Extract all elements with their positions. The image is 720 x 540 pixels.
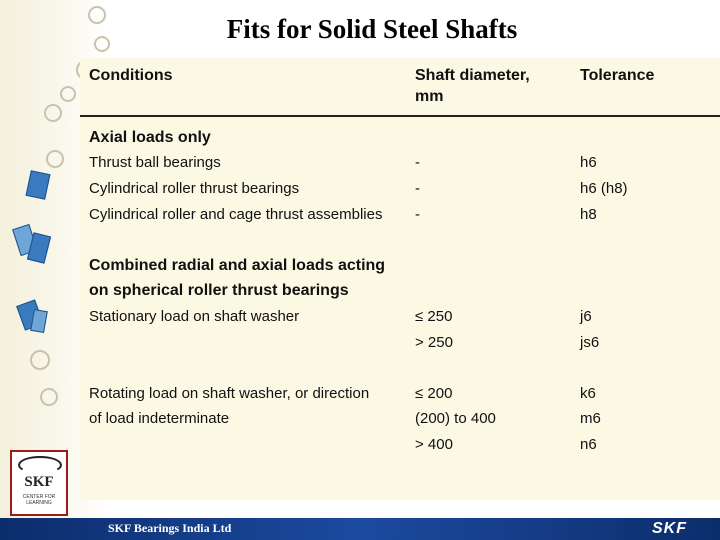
- column-header-tolerance: Tolerance: [580, 67, 655, 84]
- header-divider: [80, 115, 720, 117]
- group-title-axial-loads: Axial loads only: [89, 129, 211, 146]
- logo-swoosh-icon: [18, 456, 62, 474]
- table-row-tolerance: m6: [580, 410, 601, 427]
- table-row-condition: Cylindrical roller and cage thrust assemblies: [89, 206, 383, 223]
- footer-company: SKF Bearings India Ltd: [108, 521, 232, 535]
- group-title-combined-loads-line2: on spherical roller thrust bearings: [89, 282, 349, 299]
- group-title-combined-loads: Combined radial and axial loads acting: [89, 257, 386, 274]
- table-row-condition: Rotating load on shaft washer, or direction: [89, 385, 370, 402]
- table-row-tolerance: n6: [580, 436, 597, 453]
- decorative-square: [30, 309, 48, 333]
- table-row-diameter: -: [415, 154, 420, 171]
- table-row-diameter: > 400: [415, 436, 453, 453]
- column-header-conditions: Conditions: [89, 67, 173, 84]
- column-header-shaft-diameter-unit: mm: [415, 88, 444, 105]
- table-row-tolerance: js6: [580, 334, 600, 351]
- column-header-shaft-diameter: Shaft diameter,: [415, 67, 530, 84]
- table-row-diameter: -: [415, 206, 420, 223]
- decorative-ring: [60, 86, 76, 102]
- logo-text: SKF: [24, 474, 54, 490]
- table-row-condition-line2: of load indeterminate: [89, 410, 230, 427]
- table-row-tolerance: k6: [580, 385, 596, 402]
- logo-subtitle: CENTER FOR LEARNING: [22, 494, 56, 506]
- table-row-tolerance: j6: [580, 308, 592, 325]
- table-row-diameter: ≤ 200: [415, 385, 453, 402]
- decorative-square: [26, 170, 51, 200]
- table-row-condition: Cylindrical roller thrust bearings: [89, 180, 300, 197]
- fits-table: [80, 58, 720, 500]
- table-row-condition: Thrust ball bearings: [89, 154, 221, 171]
- table-row-diameter: > 250: [415, 334, 453, 351]
- slide-title: Fits for Solid Steel Shafts: [226, 14, 518, 44]
- table-row-tolerance: h8: [580, 206, 597, 223]
- skf-learning-logo: [10, 450, 68, 516]
- decorative-ring: [44, 104, 62, 122]
- decorative-ring: [46, 150, 64, 168]
- table-row-tolerance: h6 (h8): [580, 180, 628, 197]
- decorative-ring: [30, 350, 50, 370]
- table-row-condition: Stationary load on shaft washer: [89, 308, 300, 325]
- decorative-ring: [40, 388, 58, 406]
- table-row-diameter: ≤ 250: [415, 308, 453, 325]
- skf-brand-logo: SKF: [652, 520, 687, 537]
- table-row-tolerance: h6: [580, 154, 597, 171]
- table-row-diameter: (200) to 400: [415, 410, 496, 427]
- table-row-diameter: -: [415, 180, 420, 197]
